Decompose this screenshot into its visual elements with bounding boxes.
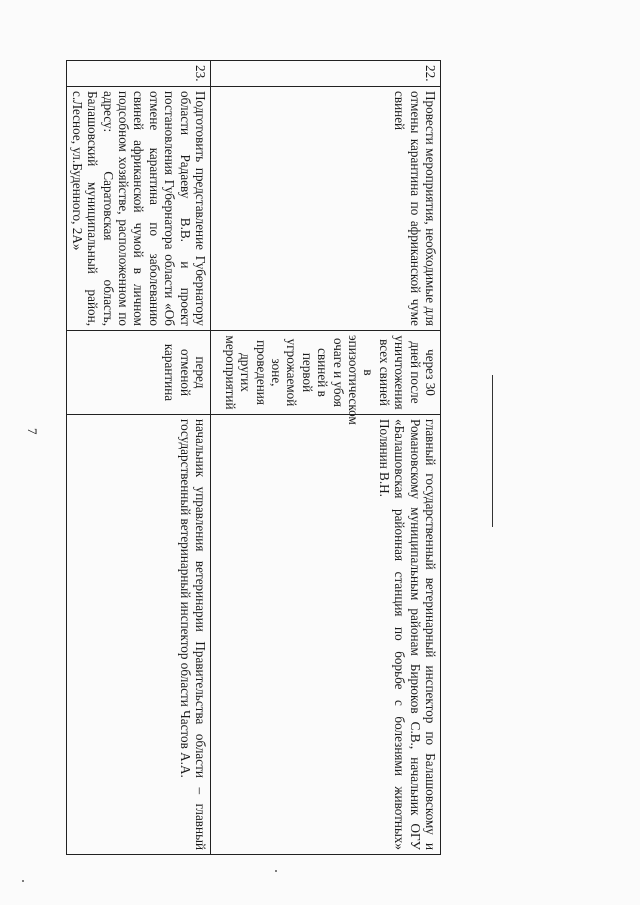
row-action: Провести мероприятия, необходимые для отмены карантина по африканской чуме свиней bbox=[211, 87, 441, 331]
scan-speck bbox=[275, 870, 277, 872]
row-action: Подготовить представление Губернатору области Радаеву В.В. и проект постановления Губернатора области «Об отмене карантина по заболеванию свиней африканской чумой в личном подсобном хозяйстве, расположенном по адресу: Саратовская область, Балашовский муниципальный район, с.Лесное, ул.Буденного, 2А» bbox=[67, 87, 211, 331]
table-row bbox=[67, 61, 211, 855]
row-term: через 30 дней после уничтожения всех свиней в эпизоотическом очаге и убоя свиней в первой угрожаемой зоне, проведения других мероприятий bbox=[211, 331, 441, 415]
row-number: 22. bbox=[211, 61, 441, 87]
signature-rule bbox=[492, 375, 493, 527]
table-row bbox=[211, 61, 441, 855]
row-term: перед отменой карантина bbox=[67, 331, 211, 415]
row-responsible: начальник управления ветеринарии Правительства области – главный государственный ветеринарный инспектор области Частов А.А. bbox=[67, 415, 211, 855]
row-number: 23. bbox=[67, 61, 211, 87]
measures-table-rotated bbox=[69, 60, 441, 855]
scan-speck bbox=[22, 880, 24, 882]
measures-table bbox=[66, 60, 441, 855]
page-number: 7 bbox=[25, 428, 40, 435]
row-responsible: главный государственный ветеринарный инспектор по Балашовскому и Романовскому муниципальным районам Бирюков С.В., начальник ОГУ «Балашовская районная станция по борьбе с болезнями животных» Полянин В.Н. bbox=[211, 415, 441, 855]
